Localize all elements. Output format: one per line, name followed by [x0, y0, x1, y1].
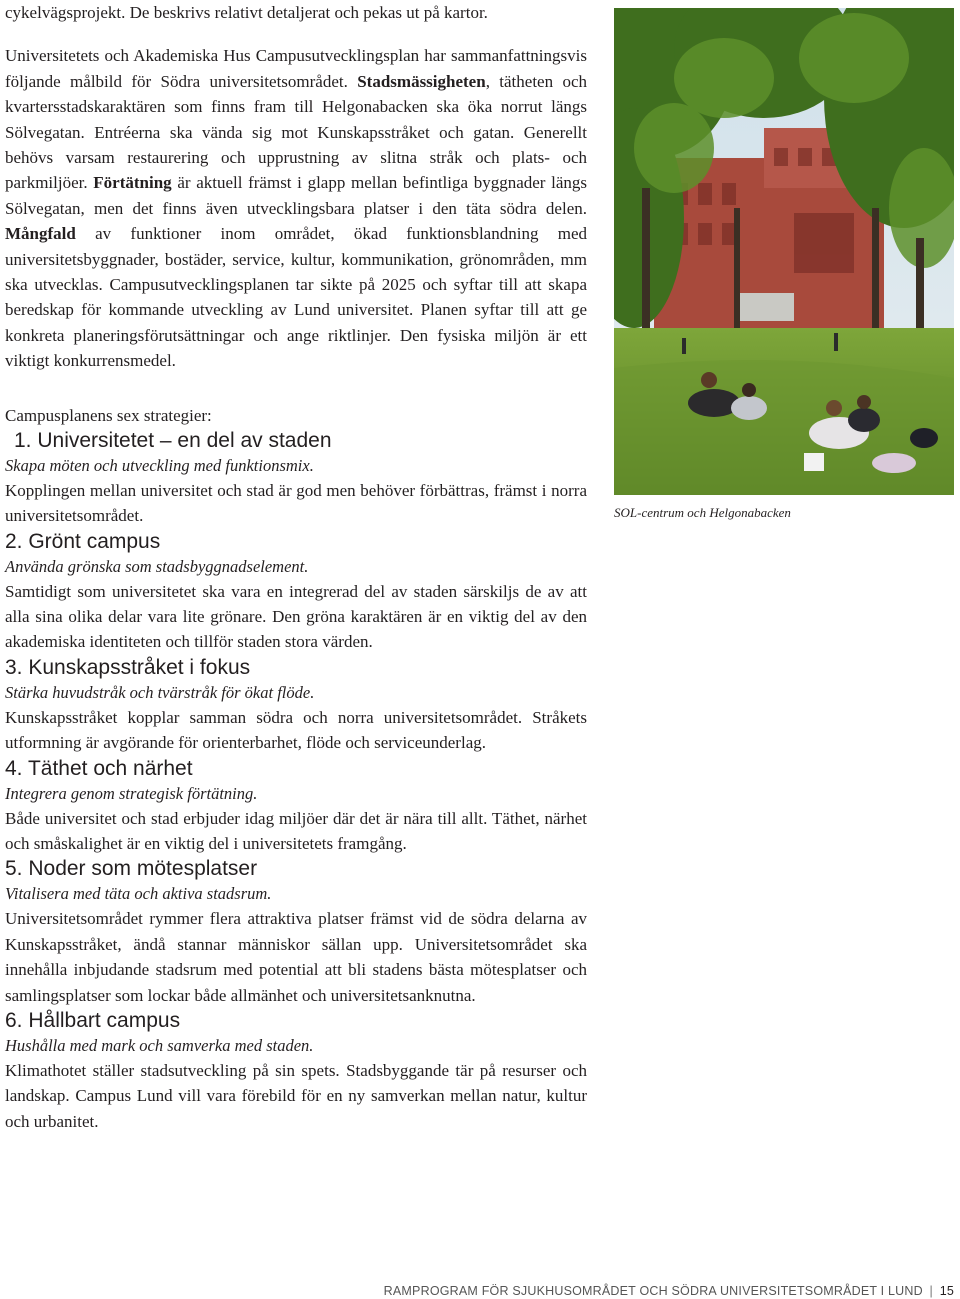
strategy-body: Kunskapsstråket kopplar samman södra och norra universitetsområdet. Stråkets utformning är avgörande för orienterbarhet, flöde och serviceunderlag. [5, 707, 587, 753]
campus-photo-illustration [614, 8, 954, 495]
paragraph-continuation: cykelvägsprojekt. De beskrivs relativt detaljerat och pekas ut på kartor. [5, 3, 488, 22]
strategy-body: Samtidigt som universitetet ska vara en integrerad del av staden särskiljs de av att alla sina olika delar vara lite grönare. Den gröna karaktären är en viktig del av den akademiska identiteten och tillför staden stora värden. [5, 581, 587, 652]
paragraph-campus-plan [5, 43, 587, 373]
strategy-6 [5, 1008, 587, 1134]
strategies-label: Campusplanens sex strategier: [5, 405, 212, 425]
strategy-5 [5, 856, 587, 1008]
strategy-3 [5, 655, 587, 756]
strategy-subtitle: Vitalisera med täta och aktiva stadsrum. [5, 884, 272, 904]
strategy-4 [5, 756, 587, 857]
bold-term-stadsmassigheten: Stadsmässigheten [357, 71, 486, 91]
page-footer [384, 1284, 954, 1298]
strategy-subtitle: Skapa möten och utveckling med funktionsmix. [5, 455, 314, 475]
strategy-body: Kopplingen mellan universitet och stad är god men behöver förbättras, främst i norra universitetsområdet. [5, 480, 587, 526]
strategy-1 [5, 428, 587, 529]
strategy-subtitle: Stärka huvudstråk och tvärstråk för ökat flöde. [5, 682, 315, 702]
page-number: 15 [939, 1284, 954, 1298]
strategy-subtitle: Integrera genom strategisk förtätning. [5, 783, 258, 803]
strategy-2 [5, 529, 587, 655]
footer-title: RAMPROGRAM FÖR SJUKHUSOMRÅDET OCH SÖDRA UNIVERSITETSOMRÅDET I LUND [383, 1284, 923, 1298]
strategy-body: Klimathotet ställer stadsutveckling på sin spets. Stadsbyggande tär på resurser och landskap. Campus Lund vill vara förebild för en ny samverkan mellan natur, kultur och urbanitet. [5, 1060, 587, 1131]
campus-photo [614, 8, 954, 495]
footer-separator: | [929, 1284, 933, 1298]
strategy-title: 2. Grönt campus [5, 529, 161, 553]
strategy-title: 5. Noder som mötesplatser [5, 857, 258, 881]
strategy-body: Både universitet och stad erbjuder idag miljöer där det är nära till allt. Täthet, närhet och småskalighet är en viktig del i universitetets framgång. [5, 808, 587, 853]
strategy-subtitle: Hushålla med mark och samverka med staden. [5, 1035, 314, 1055]
strategy-title: 4. Täthet och närhet [5, 756, 193, 780]
bold-term-mangfald: Mångfald [5, 224, 76, 244]
text-run: Universitetets och Akademiska Hus Campusutvecklingsplan har sammanfattningsvis följande målbild för Södra universitetsområdet. [5, 46, 587, 91]
bold-term-fortatning: Förtätning [93, 173, 172, 193]
strategy-title: 3. Kunskapsstråket i fokus [5, 655, 251, 679]
text-run: av funktioner inom området, ökad funktionsblandning med universitetsbyggnader, bostäder, service, kultur, kommunikation, grönområden, mm ska utvecklas. Campusutvecklingsplanen tar sikte på 2025 och syftar till att skapa beredskap för kommande utveckling av Lund universitet. Planen syftar till att ge konkreta planeringsförutsättningar och ange riktlinjer. Den fysiska miljön är ett viktigt konkurrensmedel. [5, 224, 587, 371]
main-text-column [5, 0, 587, 1134]
text-run: är aktuell främst i glapp mellan befintliga byggnader längs Sölvegatan, men det finns även utvecklingsbara platser i den täta södra delen. [5, 173, 587, 218]
photo-caption: SOL-centrum och Helgonabacken [614, 505, 791, 520]
text-run: , tätheten och kvartersstadskaraktären som finns fram till Helgonabacken ska öka norrut längs Sölvegatan. Entréerna ska vända sig mot Kunskapsstråket och gatan. Generellt behövs varsam restaurering och upprustning av slitna stråk och plats- och parkmiljöer. [5, 71, 587, 193]
strategy-subtitle: Använda grönska som stadsbyggnadselement. [5, 556, 309, 576]
strategy-title: 1. Universitetet – en del av staden [14, 428, 332, 452]
strategy-body: Universitetsområdet rymmer flera attraktiva platser främst vid de södra delarna av Kunskapsstråket, ändå stannar människor sällan upp. Universitetsområdet ska innehålla inbjudande stadsrum med potential att bli stadens bästa mötesplatser och samlingsplatser som lockar både allmänhet och universitetsanknutna. [5, 909, 587, 1005]
strategy-title: 6. Hållbart campus [5, 1008, 181, 1032]
